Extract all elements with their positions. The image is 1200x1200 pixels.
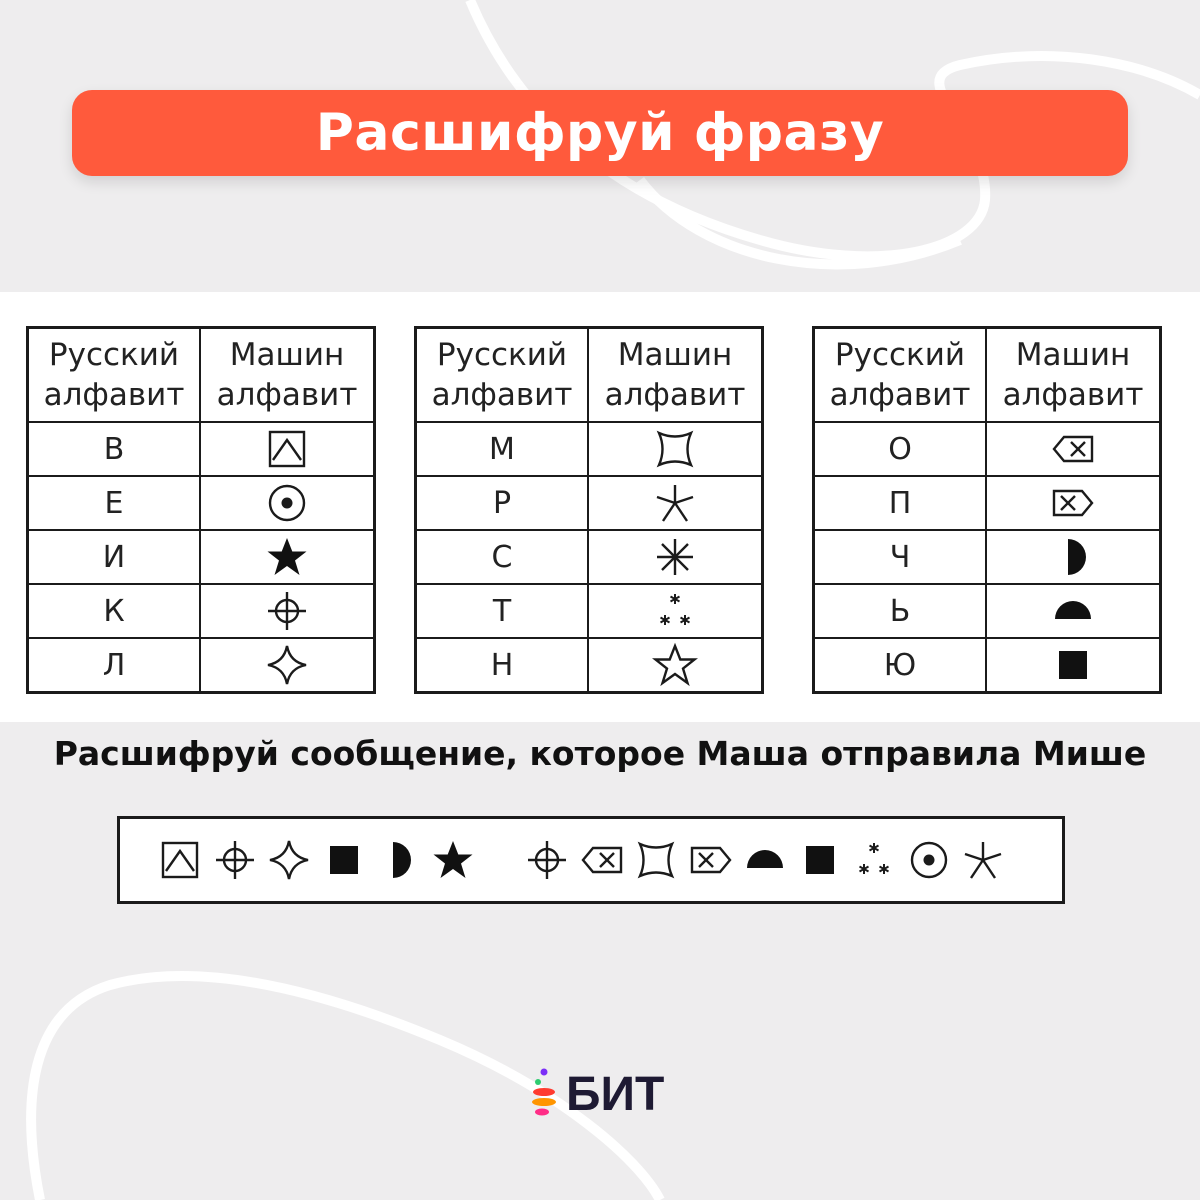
cipher-symbol-cell	[200, 584, 375, 638]
russian-letter: В	[28, 422, 201, 476]
cipher-symbol-cell	[588, 584, 763, 638]
right-half-circle-icon	[1049, 533, 1097, 581]
filled-square-icon	[1049, 641, 1097, 689]
five-line-star-icon	[651, 479, 699, 527]
table-row	[814, 422, 1161, 476]
table-row	[814, 584, 1161, 638]
concave-square-icon	[632, 836, 680, 884]
cipher-table-2	[414, 326, 764, 694]
russian-letter: Л	[28, 638, 201, 693]
right-half-circle-icon	[374, 836, 422, 884]
top-half-circle-icon	[1049, 587, 1097, 635]
russian-letter: Т	[416, 584, 589, 638]
header-russian-alphabet	[416, 328, 589, 423]
cipher-table-1	[26, 326, 376, 694]
header-line: алфавит	[216, 377, 358, 413]
cipher-symbol-cell	[986, 476, 1161, 530]
circle-dot-icon	[905, 836, 953, 884]
table-row	[28, 530, 375, 584]
bit-logo	[524, 1066, 664, 1122]
cipher-symbol-cell	[986, 638, 1161, 693]
header-russian-alphabet	[28, 328, 201, 423]
russian-letter: И	[28, 530, 201, 584]
header-masha-alphabet	[986, 328, 1161, 423]
cipher-table-3	[812, 326, 1162, 694]
table-row	[416, 638, 763, 693]
header-masha-alphabet	[200, 328, 375, 423]
cipher-symbol-cell	[200, 638, 375, 693]
table-row	[416, 530, 763, 584]
header-line: алфавит	[829, 377, 971, 413]
square-triangle-icon	[156, 836, 204, 884]
filled-star-icon	[429, 836, 477, 884]
header-line: Русский	[436, 337, 568, 373]
table-row	[814, 530, 1161, 584]
russian-letter: Ч	[814, 530, 987, 584]
instruction-text: Расшифруй сообщение, которое Маша отправила Мише	[53, 734, 1147, 773]
header-russian-alphabet	[814, 328, 987, 423]
russian-letter: С	[416, 530, 589, 584]
russian-letter: П	[814, 476, 987, 530]
asterisk-icon	[651, 533, 699, 581]
right-tag-x-icon	[687, 836, 735, 884]
table-row	[416, 422, 763, 476]
right-tag-x-icon	[1049, 479, 1097, 527]
page-title: Расшифруй фразу	[315, 103, 885, 163]
table-row	[28, 584, 375, 638]
cipher-symbol-cell	[986, 530, 1161, 584]
cipher-symbol-cell	[200, 422, 375, 476]
table-header-row	[28, 328, 375, 423]
logo-text: БИТ	[566, 1067, 665, 1121]
table-row	[416, 476, 763, 530]
header-line: алфавит	[43, 377, 185, 413]
table-row	[28, 476, 375, 530]
header-line: Машин	[229, 337, 345, 373]
triple-asterisk-icon	[651, 587, 699, 635]
header-line: алфавит	[431, 377, 573, 413]
header-line: Машин	[617, 337, 733, 373]
russian-letter: Е	[28, 476, 201, 530]
table-row	[28, 422, 375, 476]
four-point-star-icon	[263, 641, 311, 689]
encoded-message-box	[117, 816, 1065, 904]
table-header-row	[814, 328, 1161, 423]
russian-letter: К	[28, 584, 201, 638]
russian-letter: Ь	[814, 584, 987, 638]
outline-star-icon	[651, 641, 699, 689]
triple-asterisk-icon	[850, 836, 898, 884]
cipher-symbol-cell	[986, 422, 1161, 476]
crosshair-icon	[211, 836, 259, 884]
table-header-row	[416, 328, 763, 423]
cipher-symbol-cell	[200, 530, 375, 584]
header-line: Русский	[834, 337, 966, 373]
header-line: Русский	[48, 337, 180, 373]
russian-letter: Н	[416, 638, 589, 693]
cipher-symbol-cell	[588, 530, 763, 584]
cipher-symbol-cell	[588, 638, 763, 693]
concave-square-icon	[651, 425, 699, 473]
table-row	[28, 638, 375, 693]
header-line: алфавит	[604, 377, 746, 413]
title-banner	[72, 90, 1128, 176]
cipher-symbol-cell	[986, 584, 1161, 638]
square-triangle-icon	[263, 425, 311, 473]
cipher-symbol-cell	[200, 476, 375, 530]
five-line-star-icon	[959, 836, 1007, 884]
table-row	[814, 476, 1161, 530]
russian-letter: М	[416, 422, 589, 476]
filled-square-icon	[796, 836, 844, 884]
russian-letter: О	[814, 422, 987, 476]
left-tag-x-icon	[1049, 425, 1097, 473]
circle-dot-icon	[263, 479, 311, 527]
table-row	[814, 638, 1161, 693]
header-masha-alphabet	[588, 328, 763, 423]
cipher-symbol-cell	[588, 476, 763, 530]
left-tag-x-icon	[578, 836, 626, 884]
cipher-symbol-cell	[588, 422, 763, 476]
russian-letter: Р	[416, 476, 589, 530]
table-row	[416, 584, 763, 638]
four-point-star-icon	[265, 836, 313, 884]
top-half-circle-icon	[741, 836, 789, 884]
crosshair-icon	[263, 587, 311, 635]
filled-square-icon	[320, 836, 368, 884]
header-line: алфавит	[1002, 377, 1144, 413]
russian-letter: Ю	[814, 638, 987, 693]
logo-mark-icon	[524, 1066, 560, 1122]
header-line: Машин	[1015, 337, 1131, 373]
filled-star-icon	[263, 533, 311, 581]
crosshair-icon	[523, 836, 571, 884]
